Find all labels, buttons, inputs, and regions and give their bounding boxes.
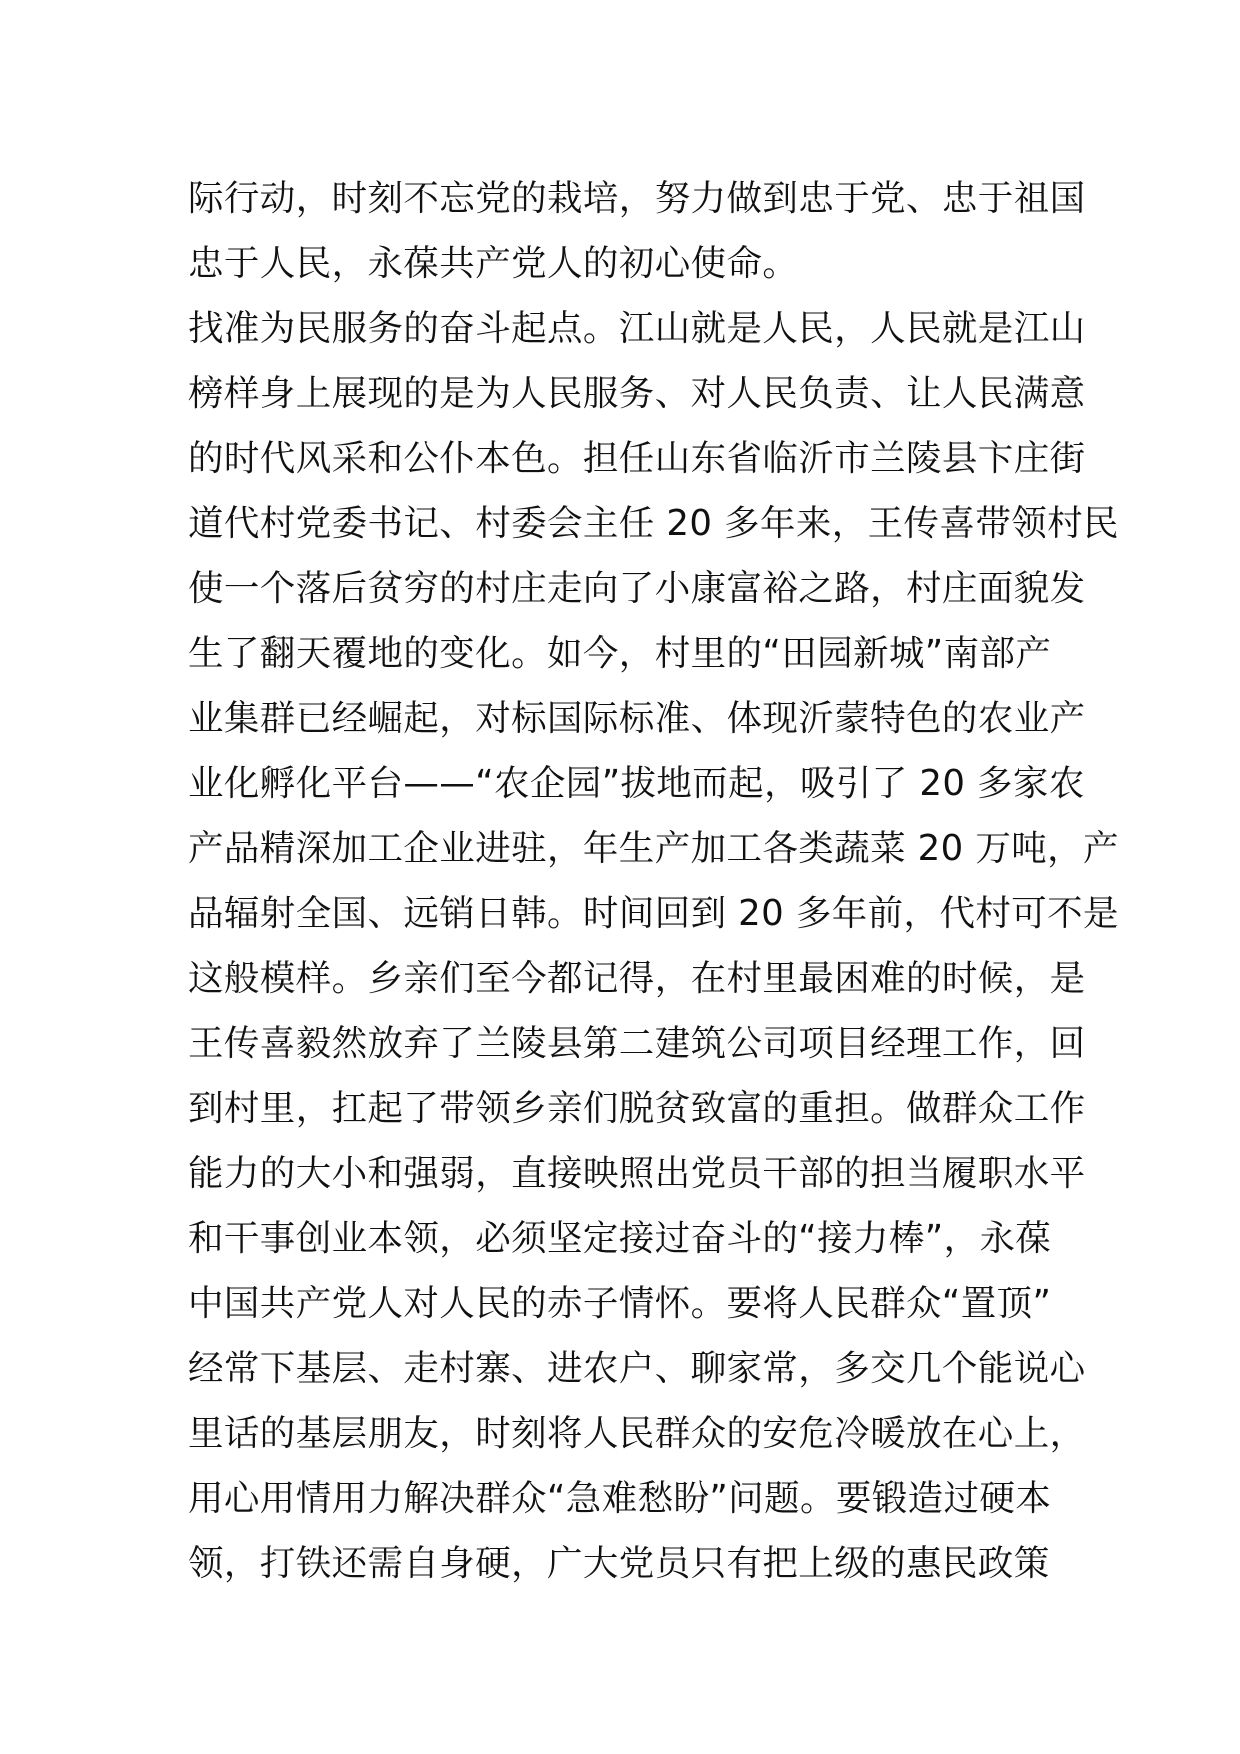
text-line: 这般模样。乡亲们至今都记得，在村里最困难的时候，是 [188,958,1086,999]
text-line: 王传喜毅然放弃了兰陵县第二建筑公司项目经理工作，回 [188,1023,1086,1064]
text-line: 能力的大小和强弱，直接映照出党员干部的担当履职水平 [188,1153,1086,1194]
text-line: 找准为民服务的奋斗起点。江山就是人民，人民就是江山 [188,308,1086,349]
text-line: 的时代风采和公仆本色。担任山东省临沂市兰陵县卞庄街 [188,438,1086,479]
text-line: 品辐射全国、远销日韩。时间回到 20 多年前，代村可不是 [188,893,1119,934]
text-line: 中国共产党人对人民的赤子情怀。要将人民群众“置顶” [188,1283,1052,1324]
text-line: 际行动，时刻不忘党的栽培，努力做到忠于党、忠于祖国 [188,178,1086,219]
text-line: 业集群已经崛起，对标国际标准、体现沂蒙特色的农业产 [188,698,1086,739]
text-line: 用心用情用力解决群众“急难愁盼”问题。要锻造过硬本 [188,1478,1052,1519]
text-line: 和干事创业本领，必须坚定接过奋斗的“接力棒”，永葆 [188,1218,1052,1259]
text-line: 里话的基层朋友，时刻将人民群众的安危冷暖放在心上， [188,1413,1086,1454]
text-line: 忠于人民，永葆共产党人的初心使命。 [188,243,799,284]
text-line: 到村里，扛起了带领乡亲们脱贫致富的重担。做群众工作 [188,1088,1086,1129]
text-line: 榜样身上展现的是为人民服务、对人民负责、让人民满意 [188,373,1086,414]
text-line: 经常下基层、走村寨、进农户、聊家常，多交几个能说心 [188,1348,1086,1389]
body-text [188,166,1119,1596]
text-line: 产品精深加工企业进驻，年生产加工各类蔬菜 20 万吨，产 [188,828,1119,869]
text-line: 道代村党委书记、村委会主任 20 多年来，王传喜带领村民 [188,503,1119,544]
text-line: 业化孵化平台——“农企园”拔地而起，吸引了 20 多家农 [188,763,1085,804]
text-line: 使一个落后贫穷的村庄走向了小康富裕之路，村庄面貌发 [188,568,1086,609]
text-line: 领，打铁还需自身硬，广大党员只有把上级的惠民政策 [188,1543,1050,1584]
text-line: 生了翻天覆地的变化。如今，村里的“田园新城”南部产 [188,633,1052,674]
